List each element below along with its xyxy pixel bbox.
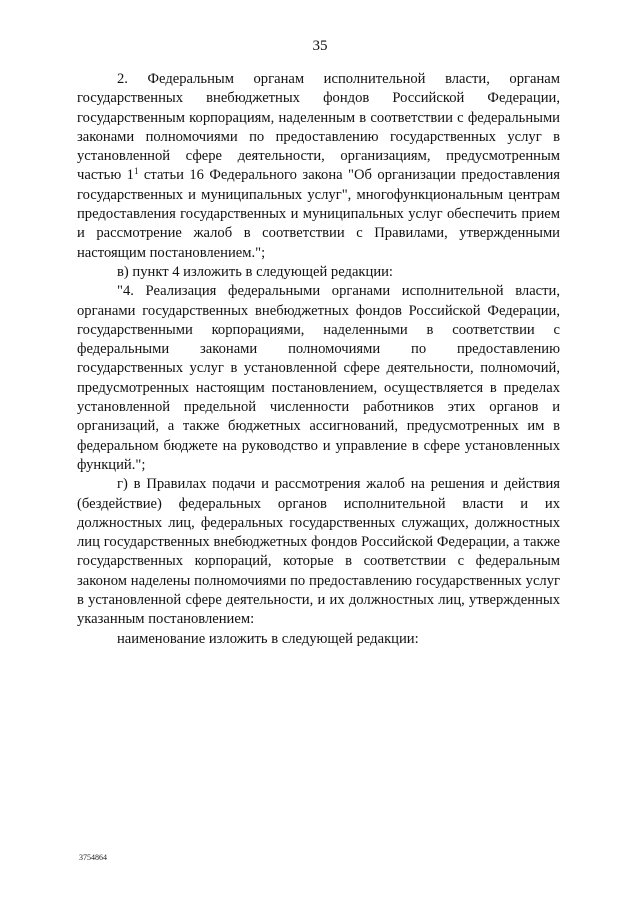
paragraph-text-continued: статьи 16 Федерального закона "Об организации предоставления государственных и муниципальных услуг", многофункциональным центрам предоставления государственных и муниципальных услуг обеспечить прием и рассмотрение жалоб в соответствии с Правилами, утвержденными настоящим постановлением."; <box>77 167 560 261</box>
paragraph-subitem-g: г) в Правилах подачи и рассмотрения жалоб на решения и действия (бездействие) федеральных органов исполнительной власти и их должностных лиц, федеральных государственных служащих, должностных лиц государственных внебюджетных фондов Российской Федерации, а также государственных корпораций, которые в соответствии с федеральным законом наделены полномочиями по предоставлению государственных услуг в установленной сфере деятельности, и их должностных лиц, утвержденных указанным постановлением: <box>77 476 560 628</box>
page-number: 35 <box>312 38 328 54</box>
document-code: 3754864 <box>79 853 107 862</box>
paragraph-quoted-item-4: "4. Реализация федеральными органами исполнительной власти, органами государственных внебюджетных фондов Российской Федерации, государственными корпорациями, наделенными в соответствии с федеральными законами полномочиями по предоставлению государственных услуг в установленной сфере деятельности, полномочий, предусмотренных настоящим постановлением, осуществляется в пределах установленной предельной численности работников этих органов и организаций, а также бюджетных ассигнований, предусмотренных им в федеральном бюджете на руководство и управление в сфере установленных функций."; <box>77 283 560 473</box>
paragraph-text: 2. Федеральным органам исполнительной власти, органам государственных внебюджетных фондов Российской Федерации, государственным корпорациям, наделенным в соответствии с федеральными законами полномочиями по предоставлению государственных услуг в установленной сфере деятельности, организациям, предусмотренным частью 1 <box>77 71 560 184</box>
paragraph-item-2 <box>77 70 560 263</box>
paragraph-subitem-v: в) пункт 4 изложить в следующей редакции: <box>117 263 393 280</box>
document-body <box>77 70 560 649</box>
superscript-index: 1 <box>133 166 139 177</box>
paragraph-title-instruction: наименование изложить в следующей редакции: <box>117 630 419 647</box>
